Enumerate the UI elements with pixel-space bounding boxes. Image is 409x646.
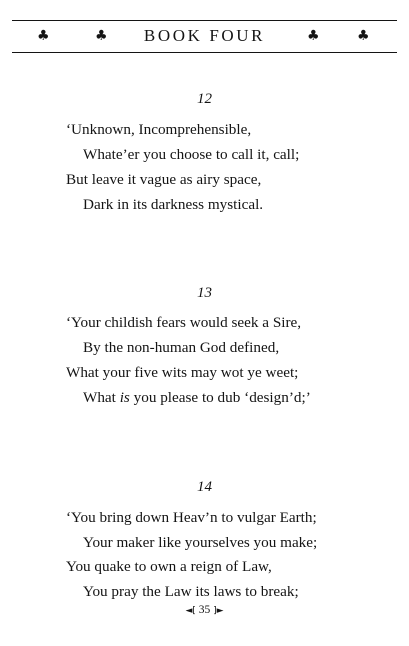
book-title: BOOK FOUR [143, 26, 266, 45]
verse-line: ‘Unknown, Incomprehensible, [66, 121, 252, 138]
stanza-number: 13 [197, 285, 212, 301]
verse-line: You quake to own a reign of Law, [66, 558, 272, 575]
stanza-number: 12 [197, 91, 212, 107]
verse-line: But leave it vague as airy space, [66, 171, 262, 188]
stanza-number: 14 [197, 479, 212, 495]
verse-line-start: What [83, 389, 116, 406]
verse-line-end: you please to dub ‘design’d;’ [133, 389, 311, 406]
verse-line: You pray the Law its laws to break; [83, 583, 299, 600]
verse-line: Dark in its darkness mystical. [83, 196, 264, 213]
verse-line: Your maker like yourselves you make; [83, 534, 318, 551]
header-rule-top [12, 20, 397, 21]
club-ornament-icon: ♣ [37, 28, 50, 44]
verse-line: Whate’er you choose to call it, call; [83, 146, 300, 163]
verse-line: By the non-human God defined, [83, 339, 280, 356]
italic-word: is [119, 389, 130, 406]
page-number [0, 603, 409, 618]
header-rule-bottom [12, 52, 397, 53]
club-ornament-icon: ♣ [357, 28, 370, 44]
header-row [12, 25, 397, 49]
page-number-value: 35 [198, 604, 211, 616]
folio-right-ornament-icon: ]► [213, 606, 224, 616]
verse-line: ‘Your childish fears would seek a Sire, [66, 314, 302, 331]
verse-line [83, 389, 311, 407]
running-header [12, 20, 397, 57]
club-ornament-icon: ♣ [307, 28, 320, 44]
folio-left-ornament-icon: ◄[ [185, 606, 196, 616]
club-ornament-icon: ♣ [95, 28, 108, 44]
verse-line: ‘You bring down Heav’n to vulgar Earth; [66, 509, 317, 526]
verse-line: What your five wits may wot ye weet; [66, 364, 299, 381]
